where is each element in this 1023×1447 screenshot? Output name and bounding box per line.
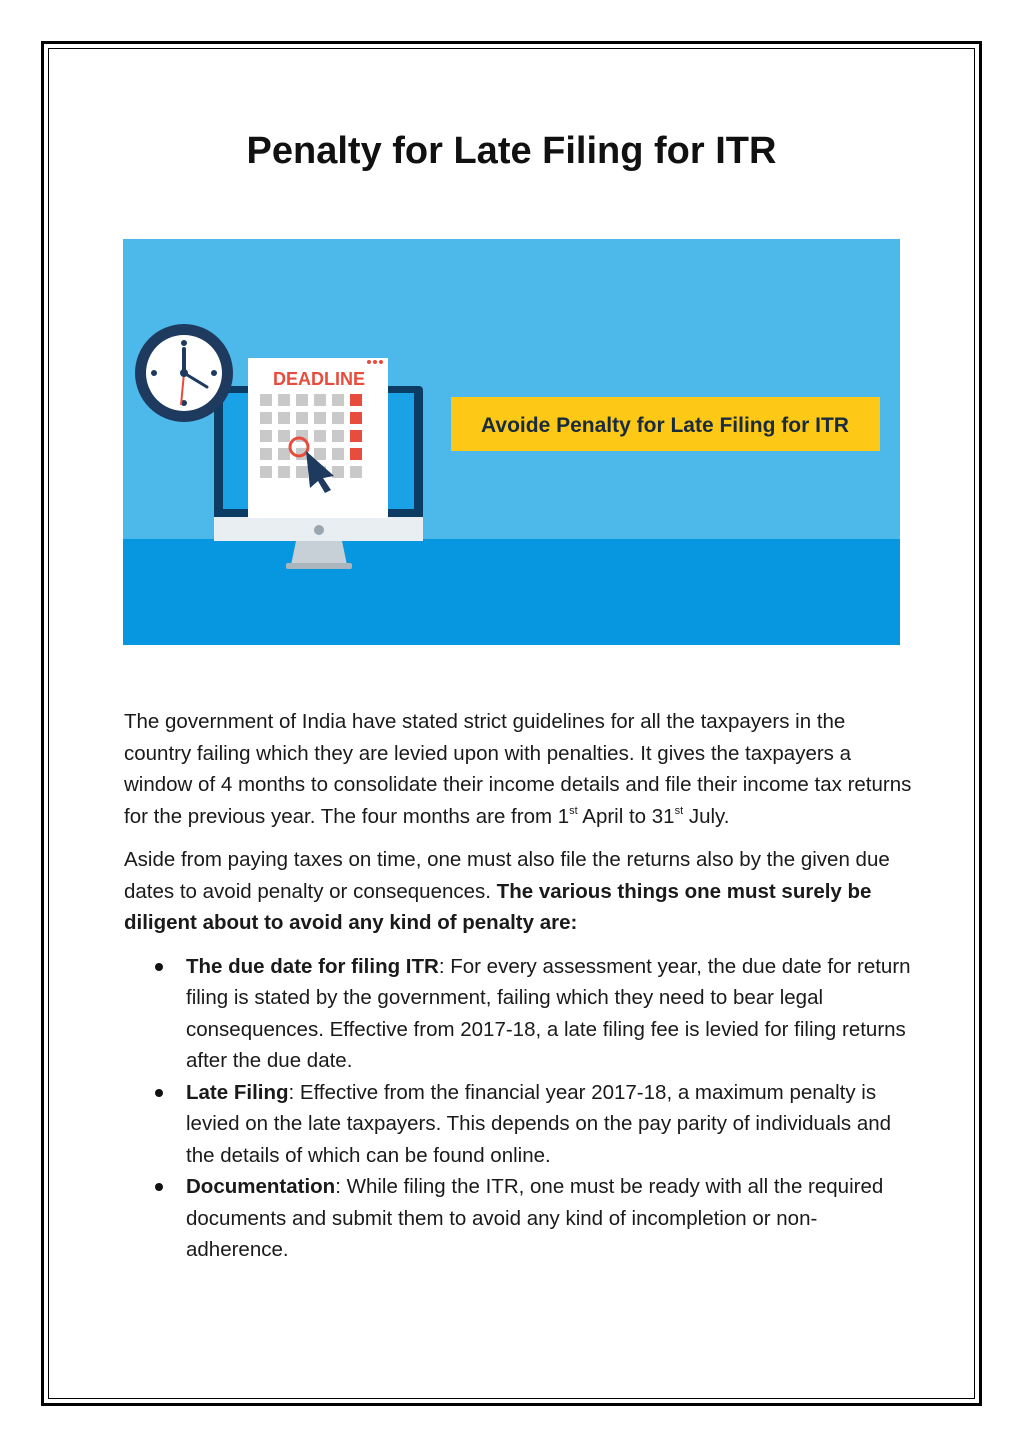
list-item-term: The due date for filing ITR	[186, 954, 439, 978]
calendar-day-cell	[314, 394, 326, 406]
calendar-day-cell	[350, 430, 362, 442]
calendar-day-cell	[332, 430, 344, 442]
calendar-day-cell	[260, 394, 272, 406]
paragraph-intro	[124, 706, 914, 832]
calendar-day-cell	[260, 430, 272, 442]
calendar-day-cell	[278, 430, 290, 442]
bullet-icon	[155, 963, 163, 971]
banner-floor	[123, 539, 900, 645]
calendar-day-cell	[278, 394, 290, 406]
calendar-day-cell	[350, 412, 362, 424]
calendar-day-cell	[314, 430, 326, 442]
calendar-day-cell	[278, 448, 290, 460]
calendar-day-cell	[296, 466, 308, 478]
calendar-day-cell	[278, 412, 290, 424]
clock-icon	[135, 324, 233, 422]
document-body	[124, 706, 914, 1266]
calendar-icon	[248, 358, 388, 518]
aside-text: Aside from paying taxes on time, one must also file the returns also by the given due dates to avoid penalty or consequences.	[124, 848, 890, 903]
banner-image	[123, 239, 900, 645]
calendar-day-cell	[296, 394, 308, 406]
list-item	[186, 1171, 914, 1266]
intro-text-middle: April to 31	[577, 804, 675, 828]
calendar-day-cell	[260, 448, 272, 460]
bullet-icon	[155, 1089, 163, 1097]
calendar-day-cell	[314, 412, 326, 424]
penalty-list	[124, 951, 914, 1266]
deadline-label: DEADLINE	[272, 369, 366, 389]
list-item-text: : Effective from the financial year 2017-18, a maximum penalty is levied on the late taxpayers. This depends on the pay parity of individuals and the details of which can be found online.	[186, 1080, 892, 1167]
calendar-day-cell	[296, 412, 308, 424]
calendar-day-cell	[332, 448, 344, 460]
calendar-day-cell	[350, 394, 362, 406]
callout-box	[451, 397, 880, 451]
intro-text-end: July.	[683, 804, 730, 828]
calendar-day-cell	[350, 466, 362, 478]
calendar-day-cell	[332, 394, 344, 406]
list-item	[186, 951, 914, 1077]
list-item-text: : For every assessment year, the due date for return filing is stated by the government, failing which they need to bear legal consequences. Effective from 2017-18, a late filing fee is levied for filing returns after the due date.	[186, 954, 911, 1072]
intro-text: The government of India have stated strict guidelines for all the taxpayers in the country failing which they are levied upon with penalties. It gives the taxpayers a window of 4 months to consolidate their income details and file their income tax returns for the previous year. The four months are from 1	[124, 710, 912, 828]
list-item	[186, 1077, 914, 1172]
ordinal-sup: st	[569, 804, 578, 817]
calendar-day-cell	[260, 412, 272, 424]
list-item-term: Late Filing	[186, 1080, 289, 1104]
list-item-text: : While filing the ITR, one must be ready with all the required documents and submit them to avoid any kind of incompletion or non-adherence.	[186, 1175, 884, 1261]
calendar-day-cell	[332, 412, 344, 424]
calendar-day-cell	[350, 448, 362, 460]
list-item-term: Documentation	[186, 1175, 336, 1198]
callout-text: Avoide Penalty for Late Filing for ITR	[481, 414, 849, 437]
page-title: Penalty for Late Filing for ITR	[246, 130, 777, 172]
calendar-day-cell	[260, 466, 272, 478]
calendar-day-cell	[278, 466, 290, 478]
calendar-day-cell	[332, 466, 344, 478]
bullet-icon	[155, 1183, 163, 1191]
calendar-day-cell	[314, 448, 326, 460]
aside-bold-text: The various things one must surely be diligent about to avoid any kind of penalty are:	[124, 879, 872, 934]
ordinal-sup: st	[674, 804, 684, 817]
paragraph-aside	[124, 844, 914, 939]
